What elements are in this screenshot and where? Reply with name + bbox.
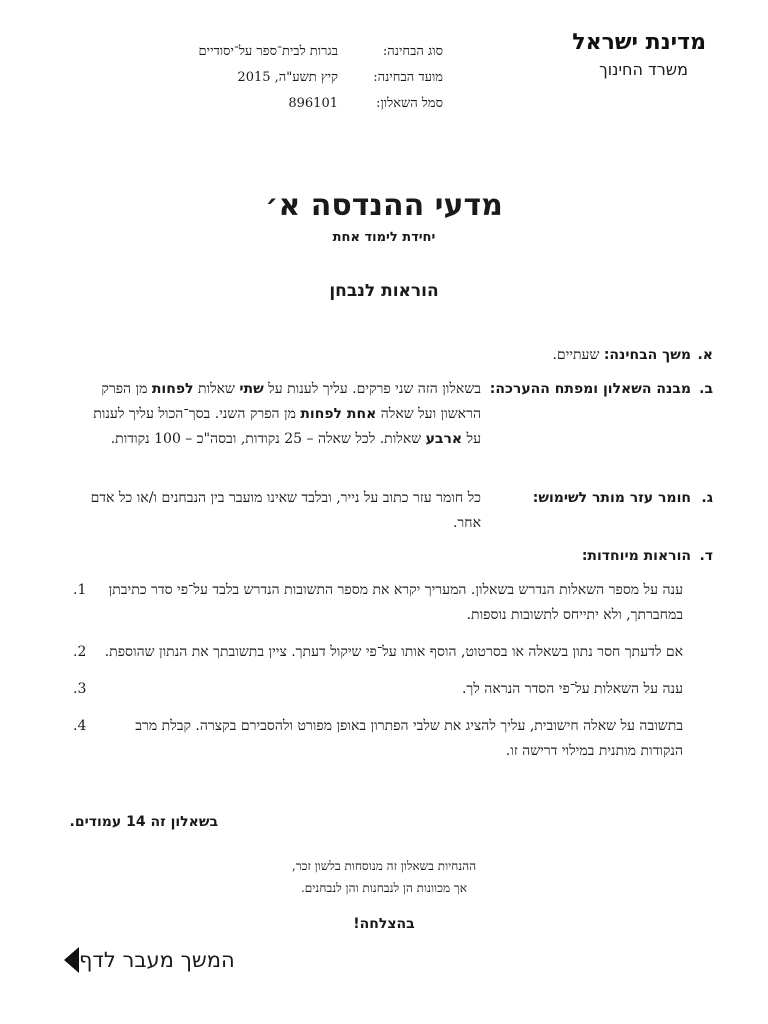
exam-code-label: סמל השאלון: — [376, 96, 443, 111]
exam-date-value: קיץ תשע"ה, 2015 — [237, 70, 338, 85]
section-d-letter: ד. — [699, 548, 713, 564]
pages-note: בשאלון זה 14 עמודים. — [69, 814, 218, 830]
section-b-bold: ארבע — [425, 431, 463, 447]
exam-type-label: סוג הבחינה: — [382, 44, 443, 59]
exam-code-value: 896101 — [288, 95, 338, 111]
section-c-body: כל חומר עזר כתוב על נייר, ובלבד שאינו מועבר בין הנבחנים ו/או כל אדם אחר. — [90, 490, 481, 531]
instructions-title: הוראות לנבחן — [329, 281, 439, 301]
exam-type-value: בגרות לבית־ספר על־יסודיים — [198, 44, 338, 59]
page-subtitle: יחידת לימוד אחת — [332, 230, 436, 245]
gender-note — [0, 855, 768, 899]
section-a — [53, 343, 713, 368]
section-a-letter: א. — [697, 347, 713, 363]
list-item-text: ענה על מספר השאלות הנדרש בשאלון. המעריך יקרא את מספר התשובות הנדרש בלבד על־פי סדר כתיבתן במחברתך, ולא יתייחס לתשובות נוספות. — [108, 582, 683, 623]
section-b-part: שאלות — [193, 381, 240, 397]
section-c-head: חומר עזר מותר לשימוש: — [532, 490, 691, 506]
exam-meta — [113, 38, 443, 116]
section-b-body — [81, 377, 481, 452]
list-item — [63, 640, 713, 665]
section-b-part: בשאלון הזה שני פרקים. עליך לענות על — [263, 381, 481, 397]
section-b-bold: אחת לפחות — [300, 406, 377, 422]
list-item-text: בתשובה על שאלה חישובית, עליך להציג את שלבי הפתרון באופן מפורט ולהסבירם בקצרה. קבלת מרב הנקודות מותנית במילוי דרישה זו. — [135, 718, 683, 759]
section-d-head: הוראות מיוחדות: — [581, 548, 691, 564]
section-b — [53, 377, 713, 452]
list-item — [63, 677, 713, 702]
continue-label: המשך מעבר לדף — [79, 948, 235, 972]
gender-note-line-1: ההנחיות בשאלון זה מנוסחות בלשון זכר, — [291, 859, 477, 873]
ministry-name: משרד החינוך — [599, 60, 688, 79]
exam-date-row — [113, 64, 443, 90]
page-title: מדעי ההנדסה א׳ — [265, 188, 503, 223]
good-luck: בהצלחה! — [353, 916, 415, 932]
section-b-bold: שתי — [239, 381, 264, 397]
list-item-number: 3. — [73, 681, 87, 697]
list-item-number: 1. — [73, 582, 87, 598]
gender-note-line-2: אך מכוונות הן לנבחנות והן לנבחנים. — [300, 881, 467, 895]
list-item-number: 4. — [73, 718, 87, 734]
list-item-number: 2. — [73, 644, 87, 660]
list-item-text: אם לדעתך חסר נתון בשאלה או בסרטוט, הוסף אותו על־פי שיקול דעתך. ציין בתשובתך את הנתון שהוספת. — [104, 644, 683, 660]
section-c-letter: ג. — [701, 490, 713, 506]
section-b-letter: ב. — [699, 381, 713, 397]
section-b-part: שאלות. לכל שאלה – 25 נקודות, ובסה"כ – 100 נקודות. — [110, 431, 426, 447]
special-instructions-list — [63, 578, 713, 776]
section-b-head: מבנה השאלון ומפתח ההערכה: — [489, 381, 691, 397]
exam-code-row — [113, 90, 443, 116]
list-item — [63, 578, 713, 628]
section-a-head: משך הבחינה: — [603, 347, 691, 363]
exam-type-row — [113, 38, 443, 64]
section-c — [53, 486, 713, 536]
continue-button[interactable] — [58, 947, 235, 973]
section-b-part: מן הפרק השני. בסך־הכול עליך לענות על — [93, 406, 481, 447]
section-a-body: שעתיים. — [552, 347, 600, 363]
section-d — [53, 544, 713, 569]
section-a-text — [552, 343, 691, 368]
state-name: מדינת ישראל — [572, 30, 706, 55]
section-b-bold: לפחות — [151, 381, 194, 397]
arrow-left-icon — [64, 947, 79, 973]
section-b-part: מן הפרק הראשון ועל שאלה — [101, 381, 481, 422]
list-item — [63, 714, 713, 764]
exam-date-label: מועד הבחינה: — [373, 70, 443, 85]
list-item-text: ענה על השאלות על־פי הסדר הנראה לך. — [461, 681, 683, 697]
